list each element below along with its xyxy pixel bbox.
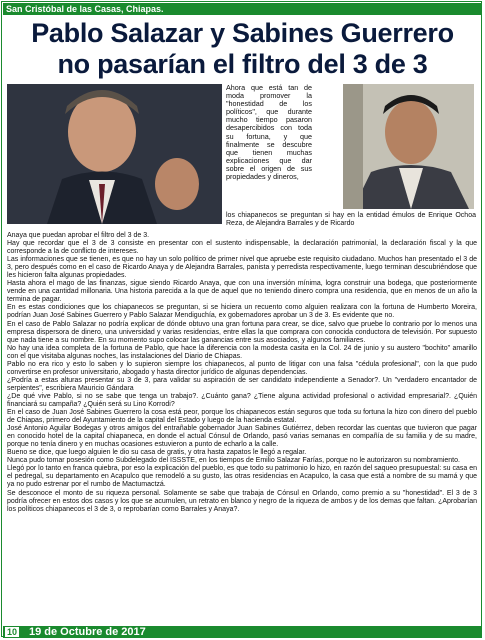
headline-line-1: Pablo Salazar y Sabines Guerrero [31, 18, 454, 48]
paragraph: Anaya que puedan aprobar el filtro del 3 de 3. [7, 232, 150, 239]
paragraph: ¿De qué vive Pablo, si no se sabe que tenga un trabajo?. ¿Cuánto gana? ¿Tiene alguna actividad profesional o actividad empresarial?. ¿Quién financiará su campaña? ¿Quién será su Lino Korrodi? [7, 392, 477, 408]
header-bar [3, 3, 482, 15]
intro-continuation: los chiapanecos se preguntan si hay en la entidad émulos de Enrique Ochoa Reza, de Alejandra Barrales y de Ricardo [226, 212, 476, 228]
paragraph: Nunca pudo tomar posesión como Subdelegado del ISSSTE, en los tiempos de Emilio Salazar Farías, porque no le autorizaron su nombramiento. [7, 457, 460, 465]
intro-column: Ahora que está tan de moda promover la "honestidad de los políticos", que durante mucho tiempo pasaron desapercibidos con toda su fortuna, y que finalmente se descubre que tienen muchas explicaciones que dar sobre el origen de sus propiedades y dineros, [226, 83, 312, 182]
header-location: San Cristóbal de las Casas, Chiapas. [6, 4, 164, 14]
photo-pablo-salazar-image [7, 84, 222, 224]
photo-sabines-guerrero [343, 84, 474, 209]
paragraph: Bueno se dice, que luego alguien le dio su casa de gratis, y otra hasta zapatos le llegó a regalar. [7, 449, 307, 457]
issue-date: 19 de Octubre de 2017 [29, 626, 146, 638]
paragraph: ¿Podría a estas alturas presentar su 3 de 3, para validar su aspiración de ser candidato independiente a Senador?. Un "verdadero encantador de serpientes", escribiera Mauricio Gándara [7, 376, 477, 392]
headline-line-2: no pasarían el filtro del 3 de 3 [57, 49, 428, 79]
paragraph: Hasta ahora el mago de las finanzas, sigue siendo Ricardo Anaya, que con una inversión mínima, logra construir una bodega, que posteriormente vende en una cantidad millonaria. Una historia parecida a la que de aquel que no teniendo dinero compra una residencia, que en menos de un año la termina de pagar. [7, 280, 477, 304]
paragraph: En el caso de Juan José Sabines Guerrero la cosa está peor, porque los chiapanecos están seguros que toda su fortuna la hizo con dinero del pueblo de Chiapas, primero del Ayuntamiento de la capital del Estado y luego de la hacienda estatal. [7, 409, 477, 425]
paragraph: En es estas condiciones que los chiapanecos se preguntan, si se hiciera un recuento como alguien realizara con la fortuna de Humberto Moreira, podrían Juan José Sabines Guerrero y Pablo Salazar Mendiguchía, ex gobernadores aprobar un 3 de 3. Es evidente que no. [7, 304, 477, 320]
paragraph: Se desconoce el monto de su riqueza personal. Solamente se sabe que trabaja de Cónsul en Orlando, como premio a su "honestidad". El 3 de 3 podría ofrecer en estos dos casos y los que se acumulen, un retrato en blanco y negro de la riqueza de ambos y de los demas que faltan. ¿Aprobarían los políticos chiapanecos el 3 de 3, o reprobarían como Barrales y Anaya?. [7, 489, 477, 513]
footer-bar [3, 626, 482, 638]
paragraph: No hay una idea completa de la fortuna de Pablo, que hace la diferencia con la modesta casita en la Col. 24 de junio y su austero "bochito" amarillo con el que visitaba algunas noches, las instalaciones del Diario de Chiapas. [7, 344, 477, 360]
photo-pablo-salazar [7, 84, 222, 224]
headline [6, 18, 479, 80]
paragraph: Hay que recordar que el 3 de 3 consiste en presentar con el sustento indispensable, la declaración patrimonial, la declaración fiscal y la que corresponde a la de conflicto de intereses. [7, 240, 477, 256]
paragraph: Las informaciones que se tienen, es que no hay un solo político de primer nivel que apruebe este requisito ciudadano. Muchos han presentado el 3 de 3, pero después como en el caso de Ricardo Anaya y de Alejandra Barrales, panista y perredista respectivamente, luego terminan descubriéndose que les hicieron falta algunas propiedades. [7, 256, 477, 280]
photo-sabines-guerrero-image [343, 84, 474, 209]
paragraph: José Antonio Aguilar Bodegas y otros amigos del entrañable gobernador Juan Sabines Gutiérrez, deben recordar las cuentas que tuvieron que pagar en conocido hotel de la capital chiapaneca, en donde el actual Cónsul de Orlando, pasó varias semanas en compañía de su familia y de su madre, porque no tenía dinero y en muchas ocasiones estuvieron a punto de echarlo a la calle. [7, 425, 477, 449]
paragraph: Pablo no era rico y esto lo saben y lo supieron siempre los chiapanecos, al punto de litigar con una falsa "cédula profesional", con la que pudo convertirse en profesor universitario, abogado y hasta director jurídico de algunas dependencias. [7, 360, 477, 376]
article-body [7, 232, 477, 514]
page-number: 10 [6, 627, 17, 637]
paragraph: En el caso de Pablo Salazar no podría explicar de dónde obtuvo una gran fortuna para crear, se dice, salvo que pruebe lo contrario por lo menos una empresa dispersora de dinero, una universidad y varias residencias, entre ellas la que comprara con conocida conductora de televisión. Por supuesto que nada tiene a su nombre. En su momento supo colocar las ganancias entre sus asociados, y algunos familiares. [7, 320, 477, 344]
paragraph: Llegó por lo tanto en franca quiebra, por eso la explicación del pueblo, es que todo su patrimonio lo hizo, en razón del saqueo presupuestal: su casa en el pedregal, su departamento en Acapulco que remodeló a su gusto, las otras residencias en Acapulco, la casa que está a nombre de su mamá y que ya no pudo estrenar por el rumbo de Mactumactzá. [7, 465, 477, 489]
